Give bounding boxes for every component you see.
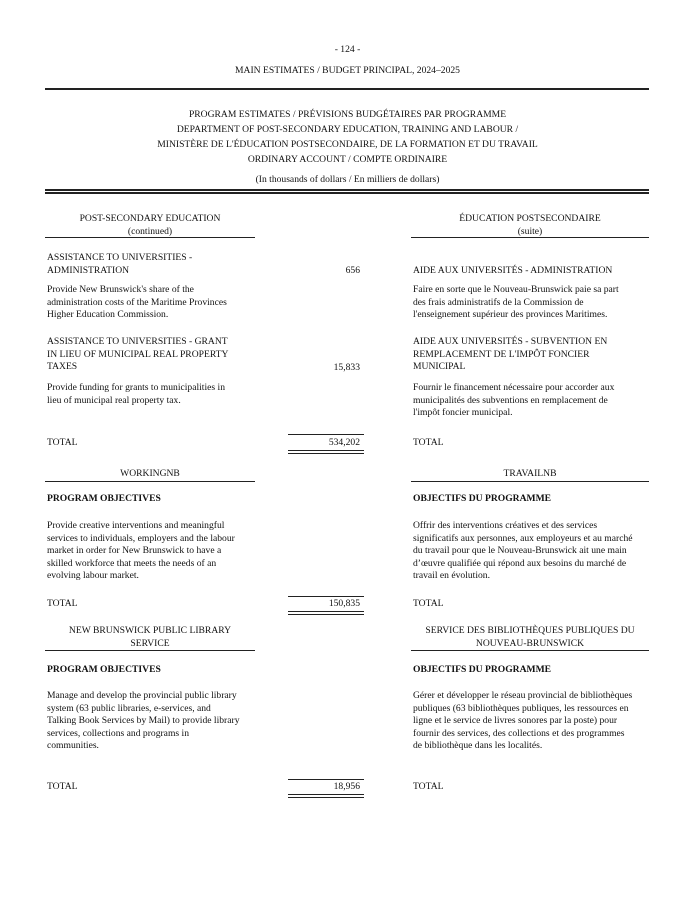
section-heading-right: TRAVAILNB (503, 468, 557, 479)
desc-line: publiques (63 bibliothèques publiques, les ressources en (413, 702, 629, 714)
section-heading-left (45, 212, 255, 238)
desc-line: administration costs of the Maritime Provinces (47, 296, 227, 308)
heading-text: ÉDUCATION POSTSECONDAIRE (459, 213, 601, 224)
title-line: AIDE AUX UNIVERSITÉS - SUBVENTION EN (413, 336, 608, 347)
total-rule-bottom (288, 450, 364, 451)
item-desc-right (413, 284, 658, 322)
desc-line: significatifs aux personnes, aux employeurs et au marché (413, 532, 633, 544)
desc-line: de bibliothèque dans les localités. (413, 740, 543, 752)
heading-text: NEW BRUNSWICK PUBLIC LIBRARY (68, 625, 232, 636)
objectives-desc-left (47, 520, 287, 583)
desc-line: municipalités des subventions en remplacement de (413, 394, 608, 406)
total-rule-top (288, 434, 364, 435)
desc-line: Faire en sorte que le Nouveau-Brunswick paie sa part (413, 284, 619, 295)
desc-line: Gérer et développer le réseau provincial de bibliothèques (413, 690, 633, 701)
total-label-right: TOTAL (413, 781, 444, 792)
objectives-desc-right (413, 690, 658, 753)
title-line: ASSISTANCE TO UNIVERSITIES - GRANT (47, 336, 228, 347)
desc-line: ligne et le service de livres sonores par la poste) pour (413, 715, 618, 727)
program-estimates-line: PROGRAM ESTIMATES / PRÉVISIONS BUDGÉTAIRES PAR PROGRAMME (188, 109, 507, 120)
item-desc-left (47, 284, 267, 322)
objectives-heading-right: OBJECTIFS DU PROGRAMME (413, 664, 552, 675)
desc-line: travail en évolution. (413, 570, 490, 582)
section-heading-right (411, 624, 649, 650)
desc-line: communities. (47, 740, 99, 752)
desc-line: evolving labour market. (47, 570, 139, 582)
title-line: ADMINISTRATION (47, 264, 130, 276)
desc-line: Fournir le financement nécessaire pour accorder aux (413, 382, 615, 393)
heading-underline-right (411, 237, 649, 238)
desc-line: services to individuals, employers and the labour (47, 532, 235, 544)
item-amount: 656 (345, 265, 360, 276)
units-line: (In thousands of dollars / En milliers de dollars) (255, 174, 440, 185)
item-title-right (413, 336, 658, 374)
desc-line: l'impôt foncier municipal. (413, 407, 513, 419)
department-fr-line: MINISTÈRE DE L'ÉDUCATION POSTSECONDAIRE, DE LA FORMATION ET DU TRAVAIL (157, 139, 538, 150)
total-rule-bottom (288, 794, 364, 795)
total-rule-bottom-double (288, 797, 364, 798)
desc-line: des frais administratifs de la Commission de (413, 296, 584, 308)
desc-line: Provide creative interventions and meaningful (47, 520, 225, 531)
item-desc-right (413, 382, 658, 420)
item-title-right: AIDE AUX UNIVERSITÉS - ADMINISTRATION (413, 265, 613, 276)
title-line: MUNICIPAL (413, 361, 466, 373)
desc-line: services, collections and programs in (47, 727, 189, 739)
desc-line: Manage and develop the provincial public library (47, 690, 237, 701)
total-label-left: TOTAL (47, 598, 78, 609)
heading-underline-left (45, 237, 255, 238)
desc-line: Provide New Brunswick's share of the (47, 284, 194, 295)
desc-line: d’œuvre qualifiée qui répond aux besoins du marché de (413, 557, 627, 569)
title-line: IN LIEU OF MUNICIPAL REAL PROPERTY (47, 348, 229, 360)
desc-line: system (63 public libraries, e-services, and (47, 702, 211, 714)
desc-line: skilled workforce that meets the needs of an (47, 557, 217, 569)
double-rule-top (45, 189, 649, 191)
desc-line: l'enseignement supérieur des provinces Maritimes. (413, 309, 608, 321)
heading-underline-left (45, 481, 255, 482)
item-desc-left (47, 382, 267, 407)
objectives-heading-left: PROGRAM OBJECTIVES (47, 664, 161, 675)
document-title: MAIN ESTIMATES / BUDGET PRINCIPAL, 2024–2025 (235, 65, 460, 76)
section-heading-left: WORKINGNB (120, 468, 180, 479)
title-line: TAXES (47, 361, 78, 373)
total-amount: 534,202 (328, 437, 360, 448)
total-rule-top (288, 596, 364, 597)
header-rule (45, 88, 649, 90)
desc-line: lieu of municipal real property tax. (47, 394, 181, 406)
total-label-right: TOTAL (413, 598, 444, 609)
total-rule-bottom (288, 611, 364, 612)
heading-text: SERVICE DES BIBLIOTHÈQUES PUBLIQUES DU (425, 625, 635, 636)
total-label-right: TOTAL (413, 437, 444, 448)
desc-line: fournir des services, des collections et des programmes (413, 727, 625, 739)
section-heading-left (45, 624, 255, 650)
total-rule-bottom-double (288, 614, 364, 615)
total-rule-bottom-double (288, 453, 364, 454)
objectives-desc-left (47, 690, 287, 753)
total-rule-top (288, 779, 364, 780)
page-number: - 124 - (334, 44, 361, 55)
desc-line: du travail pour que le Nouveau-Brunswick ait une main (413, 545, 627, 557)
department-en-line: DEPARTMENT OF POST-SECONDARY EDUCATION, TRAINING AND LABOUR / (176, 124, 519, 135)
desc-line: Offrir des interventions créatives et des services (413, 520, 598, 531)
objectives-desc-right (413, 520, 658, 583)
total-label-left: TOTAL (47, 781, 78, 792)
total-label-left: TOTAL (47, 437, 78, 448)
account-line: ORDINARY ACCOUNT / COMPTE ORDINAIRE (247, 154, 448, 165)
item-title-left (47, 252, 267, 277)
heading-underline-right (411, 650, 649, 651)
desc-line: Talking Book Services by Mail) to provide library (47, 715, 240, 727)
desc-line: Provide funding for grants to municipalities in (47, 382, 225, 393)
item-title-left (47, 336, 267, 374)
objectives-heading-right: OBJECTIFS DU PROGRAMME (413, 493, 552, 504)
section-heading-right (411, 212, 649, 238)
heading-text: SERVICE (130, 638, 170, 649)
heading-text: NOUVEAU-BRUNSWICK (475, 638, 585, 649)
title-line: ASSISTANCE TO UNIVERSITIES - (47, 252, 193, 263)
desc-line: market in order for New Brunswick to have a (47, 545, 222, 557)
double-rule-bottom (45, 192, 649, 194)
item-amount: 15,833 (333, 362, 360, 373)
total-amount: 18,956 (333, 781, 360, 792)
heading-sub: (continued) (127, 226, 173, 237)
heading-underline-left (45, 650, 255, 651)
desc-line: Higher Education Commission. (47, 309, 169, 321)
total-amount: 150,835 (328, 598, 360, 609)
heading-sub: (suite) (517, 226, 543, 237)
heading-underline-right (411, 481, 649, 482)
title-line: REMPLACEMENT DE L'IMPÔT FONCIER (413, 348, 590, 360)
heading-text: POST-SECONDARY EDUCATION (79, 213, 221, 224)
objectives-heading-left: PROGRAM OBJECTIVES (47, 493, 161, 504)
